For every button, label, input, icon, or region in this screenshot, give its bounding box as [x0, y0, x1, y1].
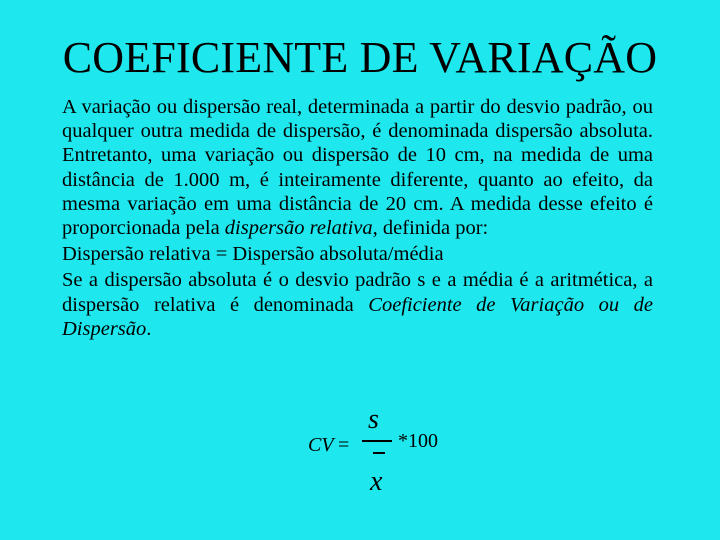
term-coefficient-of-variation: Coeficiente de Variação ou de Dispersão: [62, 293, 653, 340]
slide-title: COEFICIENTE DE VARIAÇÃO: [62, 33, 658, 82]
body-text: [62, 95, 653, 343]
term-relative-dispersion: dispersão relativa: [224, 217, 373, 240]
paragraph-definition-text: A variação ou dispersão real, determinada a partir do desvio padrão, ou qualquer outra medida de dispersão, é denominada dispersão absoluta. Entretanto, uma variação ou dispersão de 10 cm, na medida de uma distância de 1.000 m, é inteiramente diferente, quanto ao efeito, da mesma variação em uma distância de 20 cm. A medida desse efeito é proporcionada pela: [62, 96, 653, 240]
formula-equals: =: [338, 434, 350, 456]
formula-denominator: x: [370, 466, 383, 497]
mean-overline: [373, 452, 385, 454]
paragraph-coefficient-text: Se a dispersão absoluta é o desvio padrão s e a média é a aritmética, a dispersão relativa é denominada: [62, 269, 653, 316]
paragraph-coefficient-end: .: [146, 317, 152, 340]
formula-multiplier: *100: [398, 430, 438, 452]
paragraph-formula-text: Dispersão relativa = Dispersão absoluta/média: [62, 243, 444, 266]
cv-formula: [300, 404, 470, 500]
formula-numerator: s: [368, 404, 379, 435]
formula-lhs: CV: [308, 434, 334, 456]
paragraph-definition: [62, 95, 653, 240]
paragraph-definition-end: , definida por:: [372, 217, 489, 240]
fraction-bar: [362, 440, 392, 442]
paragraph-coefficient: [62, 268, 653, 341]
